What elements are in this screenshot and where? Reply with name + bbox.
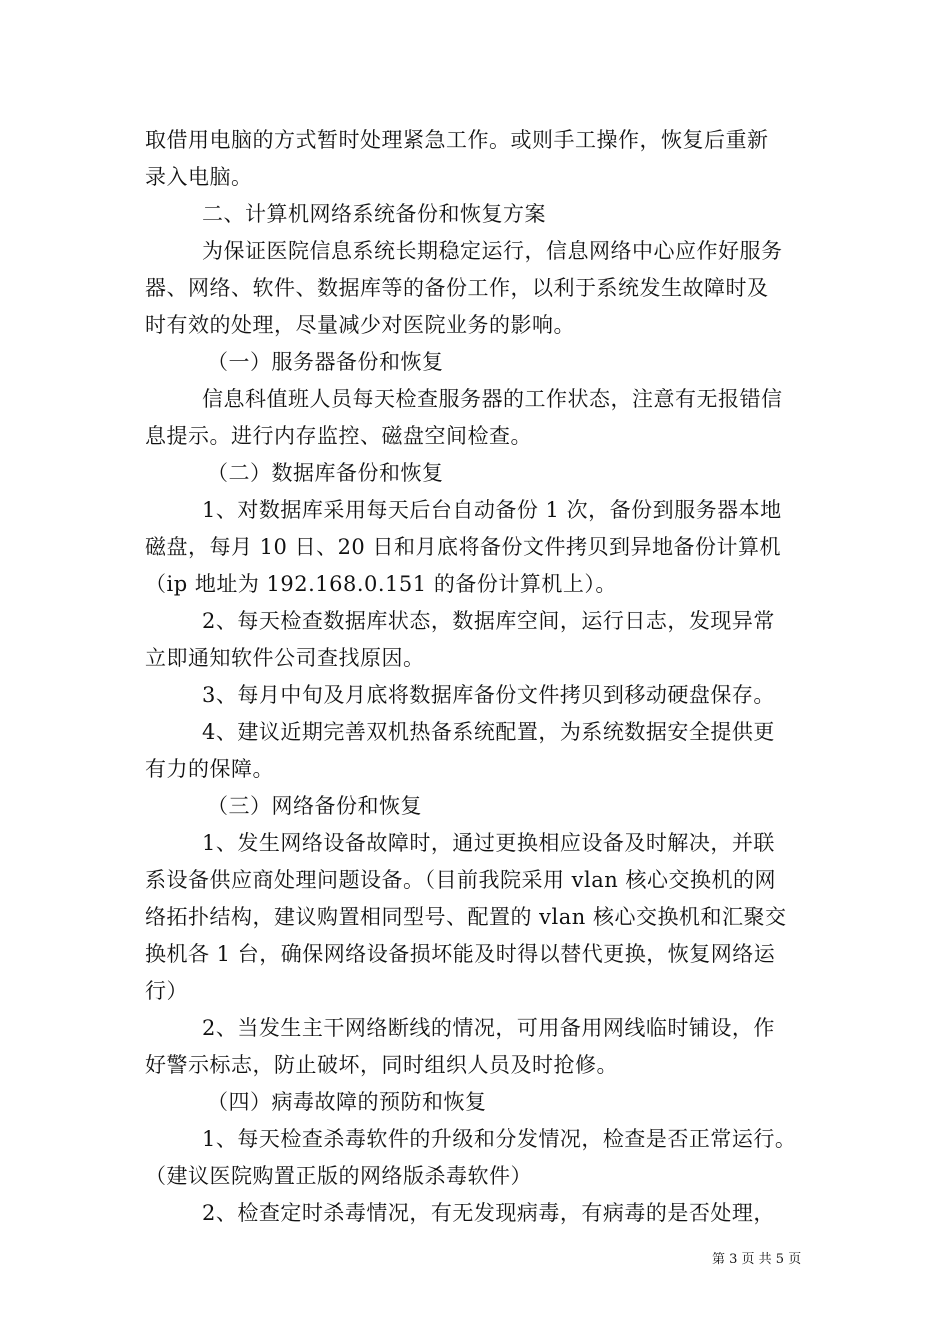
text-line: 行）: [145, 979, 188, 1003]
text-line: 2、每天检查数据库状态，数据库空间，运行日志，发现异常: [202, 609, 775, 633]
text-line: 1、对数据库采用每天后台自动备份 1 次，备份到服务器本地: [202, 498, 782, 522]
text-line: 立即通知软件公司查找原因。: [145, 646, 425, 670]
text-line: 系设备供应商处理问题设备。（目前我院采用 vlan 核心交换机的网: [145, 868, 776, 892]
text-line: 为保证医院信息系统长期稳定运行，信息网络中心应作好服务: [202, 239, 783, 263]
text-line: 2、当发生主干网络断线的情况，可用备用网线临时铺设，作: [202, 1016, 775, 1040]
text-line: 络拓扑结构，建议购置相同型号、配置的 vlan 核心交换机和汇聚交: [145, 905, 787, 929]
text-line: 磁盘，每月 10 日、20 日和月底将备份文件拷贝到异地备份计算机: [145, 535, 781, 559]
text-line: 取借用电脑的方式暂时处理紧急工作。或则手工操作，恢复后重新: [145, 128, 769, 152]
text-line: 信息科值班人员每天检查服务器的工作状态，注意有无报错信: [202, 387, 783, 411]
text-line: （建议医院购置正版的网络版杀毒软件）: [145, 1164, 532, 1188]
text-line: 3、每月中旬及月底将数据库备份文件拷贝到移动硬盘保存。: [202, 683, 775, 707]
text-line: 录入电脑。: [145, 165, 253, 189]
text-line: 有力的保障。: [145, 757, 274, 781]
text-line: （ip 地址为 192.168.0.151 的备份计算机上）。: [145, 572, 617, 596]
section-heading: 二、计算机网络系统备份和恢复方案: [202, 202, 546, 226]
subsection-heading: （三）网络备份和恢复: [207, 794, 422, 818]
text-line: 换机各 1 台，确保网络设备损坏能及时得以替代更换，恢复网络运: [145, 942, 776, 966]
text-line: 4、建议近期完善双机热备系统配置，为系统数据安全提供更: [202, 720, 775, 744]
text-line: 2、检查定时杀毒情况，有无发现病毒，有病毒的是否处理，: [202, 1201, 775, 1225]
text-line: 1、每天检查杀毒软件的升级和分发情况，检查是否正常运行。: [202, 1127, 797, 1151]
text-line: 器、网络、软件、数据库等的备份工作，以利于系统发生故障时及: [145, 276, 769, 300]
page-number-footer: 第 3 页 共 5 页: [712, 1252, 802, 1267]
subsection-heading: （一）服务器备份和恢复: [207, 350, 444, 374]
subsection-heading: （二）数据库备份和恢复: [207, 461, 444, 485]
text-line: 时有效的处理，尽量减少对医院业务的影响。: [145, 313, 575, 337]
text-line: 息提示。进行内存监控、磁盘空间检查。: [145, 424, 532, 448]
text-line: 1、发生网络设备故障时，通过更换相应设备及时解决，并联: [202, 831, 775, 855]
subsection-heading: （四）病毒故障的预防和恢复: [207, 1090, 487, 1114]
text-line: 好警示标志，防止破坏，同时组织人员及时抢修。: [145, 1053, 618, 1077]
